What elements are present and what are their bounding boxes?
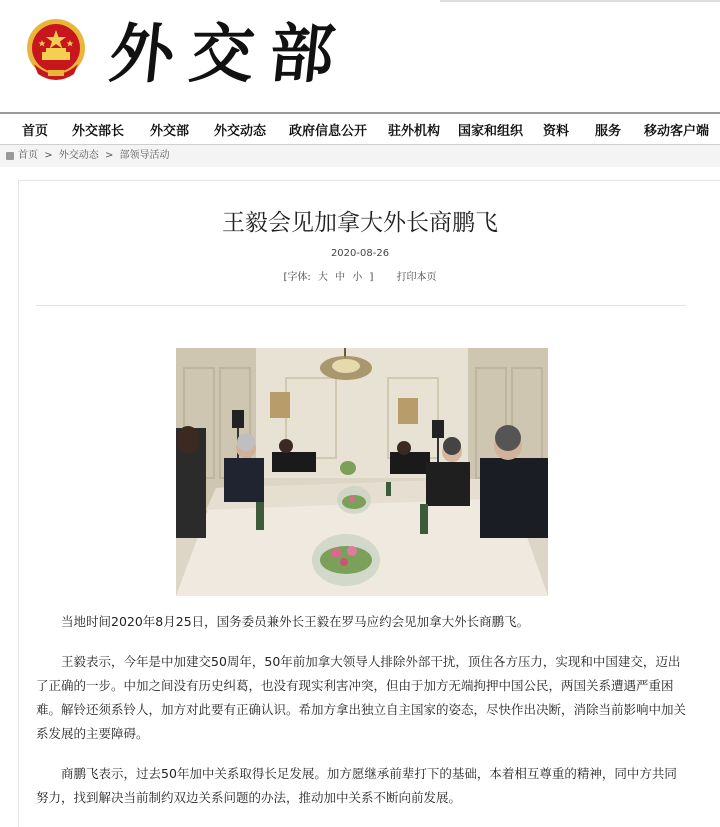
nav-item-resources[interactable]: 资料: [543, 124, 570, 139]
font-size-label: [字体:: [283, 272, 311, 283]
font-small-button[interactable]: 小: [352, 272, 363, 283]
article-date: 2020-08-26: [330, 248, 390, 259]
article-paragraph-1: 当地时间2020年8月25日，国务委员兼外长王毅在罗马应约会见加拿大外长商鹏飞。: [61, 614, 530, 629]
home-icon: [6, 152, 14, 160]
article-divider: [36, 305, 686, 306]
meeting-photo: [176, 348, 548, 596]
font-medium-button[interactable]: 中: [335, 272, 346, 283]
article-tools: [0, 268, 720, 283]
breadcrumb: [0, 145, 720, 167]
font-large-button[interactable]: 大: [317, 272, 328, 283]
main-nav: [0, 114, 720, 144]
nav-item-diplomatic-news[interactable]: 外交动态: [214, 124, 267, 139]
print-page-button[interactable]: 打印本页: [396, 272, 437, 283]
national-emblem-icon[interactable]: [24, 18, 88, 84]
nav-item-home[interactable]: 首页: [22, 124, 49, 139]
site-header: [0, 0, 720, 112]
nav-item-gov-info[interactable]: 政府信息公开: [289, 124, 368, 139]
font-size-label-close: ]: [369, 272, 374, 283]
breadcrumb-separator: >: [44, 150, 53, 161]
nav-item-countries[interactable]: 国家和组织: [458, 124, 524, 139]
nav-item-missions[interactable]: 驻外机构: [388, 124, 441, 139]
article-paragraph-2: 王毅表示，今年是中加建交50周年，50年前加拿大领导人排除外部干扰，顶住各方压力，实现和中国建交，迈出了正确的一步。中加之间没有历史纠葛，也没有现实利害冲突，但由于加方无端拘押中国公民，两国关系遭遇严重困难。解铃还须系铃人，加方对此要有正确认识。希加方拿出独立自主国家的姿态，尽快作出决断，消除当前影响中加关系发展的主要障碍。: [36, 654, 687, 741]
breadcrumb-item-leaders[interactable]: 部领导活动: [119, 150, 170, 161]
article-paragraph-3: 商鹏飞表示，过去50年加中关系取得长足发展。加方愿继承前辈打下的基础，本着相互尊重的精神，同中方共同努力，找到解决当前制约双边关系问题的办法，推动加中关系不断向前发展。: [36, 766, 677, 805]
nav-item-mobile[interactable]: 移动客户端: [644, 124, 710, 139]
breadcrumb-separator: >: [104, 150, 114, 161]
nav-item-minister[interactable]: 外交部长: [72, 124, 125, 139]
breadcrumb-item-news[interactable]: 外交动态: [58, 150, 99, 161]
nav-item-services[interactable]: 服务: [595, 124, 622, 139]
article-title: 王毅会见加拿大外长商鹏飞: [222, 210, 498, 236]
breadcrumb-home[interactable]: 首页: [18, 150, 38, 161]
nav-item-ministry[interactable]: 外交部: [150, 124, 190, 139]
header-top-line: [440, 0, 720, 2]
site-logo-text[interactable]: 外交部: [106, 17, 354, 92]
